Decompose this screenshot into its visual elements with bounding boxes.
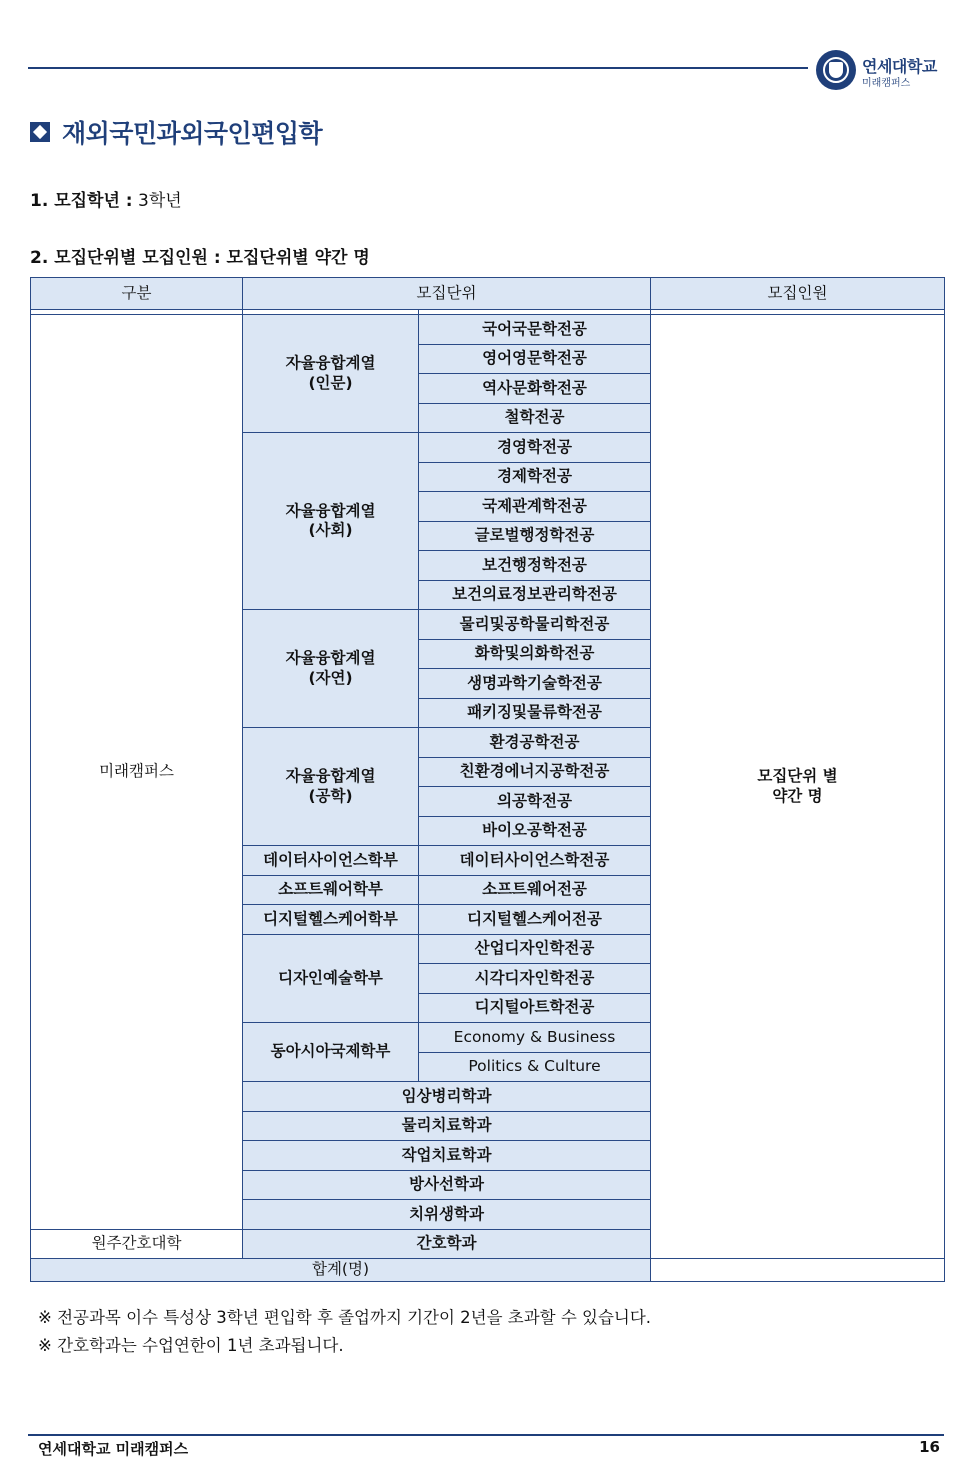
campus-wonju: 원주간호대학 (31, 1229, 243, 1259)
group-east-asia: 동아시아국제학부 (243, 1023, 419, 1082)
major-cell: 소프트웨어전공 (419, 875, 651, 905)
major-cell: 생명과학기술학전공 (419, 669, 651, 699)
major-cell: Politics & Culture (419, 1052, 651, 1082)
department-cell: 물리치료학과 (243, 1111, 651, 1141)
major-cell: 국제관계학전공 (419, 492, 651, 522)
total-row (31, 1259, 945, 1282)
total-label: 합계(명) (31, 1259, 651, 1282)
item1-value: 3학년 (138, 191, 182, 211)
major-cell: 경영학전공 (419, 433, 651, 463)
major-cell: 보건의료정보관리학전공 (419, 580, 651, 610)
major-cell: 화학및의화학전공 (419, 639, 651, 669)
group-datascience: 데이터사이언스학부 (243, 846, 419, 876)
recruitment-table (30, 277, 945, 1282)
footer-university: 연세대학교 미래캠퍼스 (38, 1440, 189, 1458)
section-title-text: 재외국민과외국인편입학 (62, 119, 323, 148)
major-cell: 물리및공학물리학전공 (419, 610, 651, 640)
group-social: 자율융합계열 (사회) (243, 433, 419, 610)
quota-cell: 모집단위 별 약간 명 (651, 315, 945, 1259)
major-cell: 데이터사이언스학전공 (419, 846, 651, 876)
header-rule (28, 67, 808, 69)
page-number: 16 (919, 1438, 940, 1456)
major-cell: 국어국문학전공 (419, 315, 651, 345)
header-category: 구분 (31, 278, 243, 310)
note-2: ※ 간호학과는 수업연한이 1년 초과됩니다. (38, 1336, 344, 1355)
department-cell: 방사선학과 (243, 1170, 651, 1200)
section-title (30, 114, 322, 150)
emblem-icon (816, 50, 856, 90)
header-quota: 모집인원 (651, 278, 945, 310)
major-cell: 패키징및물류학전공 (419, 698, 651, 728)
major-cell: 역사문화학전공 (419, 374, 651, 404)
group-software: 소프트웨어학부 (243, 875, 419, 905)
major-cell: 산업디자인학전공 (419, 934, 651, 964)
group-humanities: 자율융합계열 (인문) (243, 315, 419, 433)
header-unit: 모집단위 (243, 278, 651, 310)
logo-university-name: 연세대학교 (862, 57, 937, 76)
major-cell: 글로벌행정학전공 (419, 521, 651, 551)
major-cell: 디지털헬스케어전공 (419, 905, 651, 935)
group-digital-health: 디지털헬스케어학부 (243, 905, 419, 935)
group-engineering: 자율융합계열 (공학) (243, 728, 419, 846)
major-cell: 시각디자인학전공 (419, 964, 651, 994)
university-logo (816, 50, 956, 90)
item-recruit-quota: 2. 모집단위별 모집인원 : 모집단위별 약간 명 (30, 248, 370, 268)
group-design-art: 디자인예술학부 (243, 934, 419, 1023)
major-cell: 디지털아트학전공 (419, 993, 651, 1023)
item-recruit-grade (30, 186, 182, 211)
department-cell: 치위생학과 (243, 1200, 651, 1230)
major-cell: 환경공학전공 (419, 728, 651, 758)
diamond-bullet-icon (30, 122, 50, 142)
major-cell: 철학전공 (419, 403, 651, 433)
department-cell: 임상병리학과 (243, 1082, 651, 1112)
major-cell: 의공학전공 (419, 787, 651, 817)
major-cell: 영어영문학전공 (419, 344, 651, 374)
major-cell: 보건행정학전공 (419, 551, 651, 581)
campus-mirae: 미래캠퍼스 (31, 315, 243, 1230)
total-value (651, 1259, 945, 1282)
department-cell: 간호학과 (243, 1229, 651, 1259)
logo-campus-name: 미래캠퍼스 (862, 78, 911, 89)
item1-label: 1. 모집학년 : (30, 191, 133, 211)
major-cell: 바이오공학전공 (419, 816, 651, 846)
table-header-row (31, 278, 945, 310)
note-1: ※ 전공과목 이수 특성상 3학년 편입학 후 졸업까지 기간이 2년을 초과할 수 있습니다. (38, 1308, 652, 1327)
major-cell: Economy & Business (419, 1023, 651, 1053)
major-cell: 경제학전공 (419, 462, 651, 492)
group-natural: 자율융합계열 (자연) (243, 610, 419, 728)
major-cell: 친환경에너지공학전공 (419, 757, 651, 787)
table-row (31, 315, 945, 345)
footer-rule (28, 1434, 944, 1436)
department-cell: 작업치료학과 (243, 1141, 651, 1171)
